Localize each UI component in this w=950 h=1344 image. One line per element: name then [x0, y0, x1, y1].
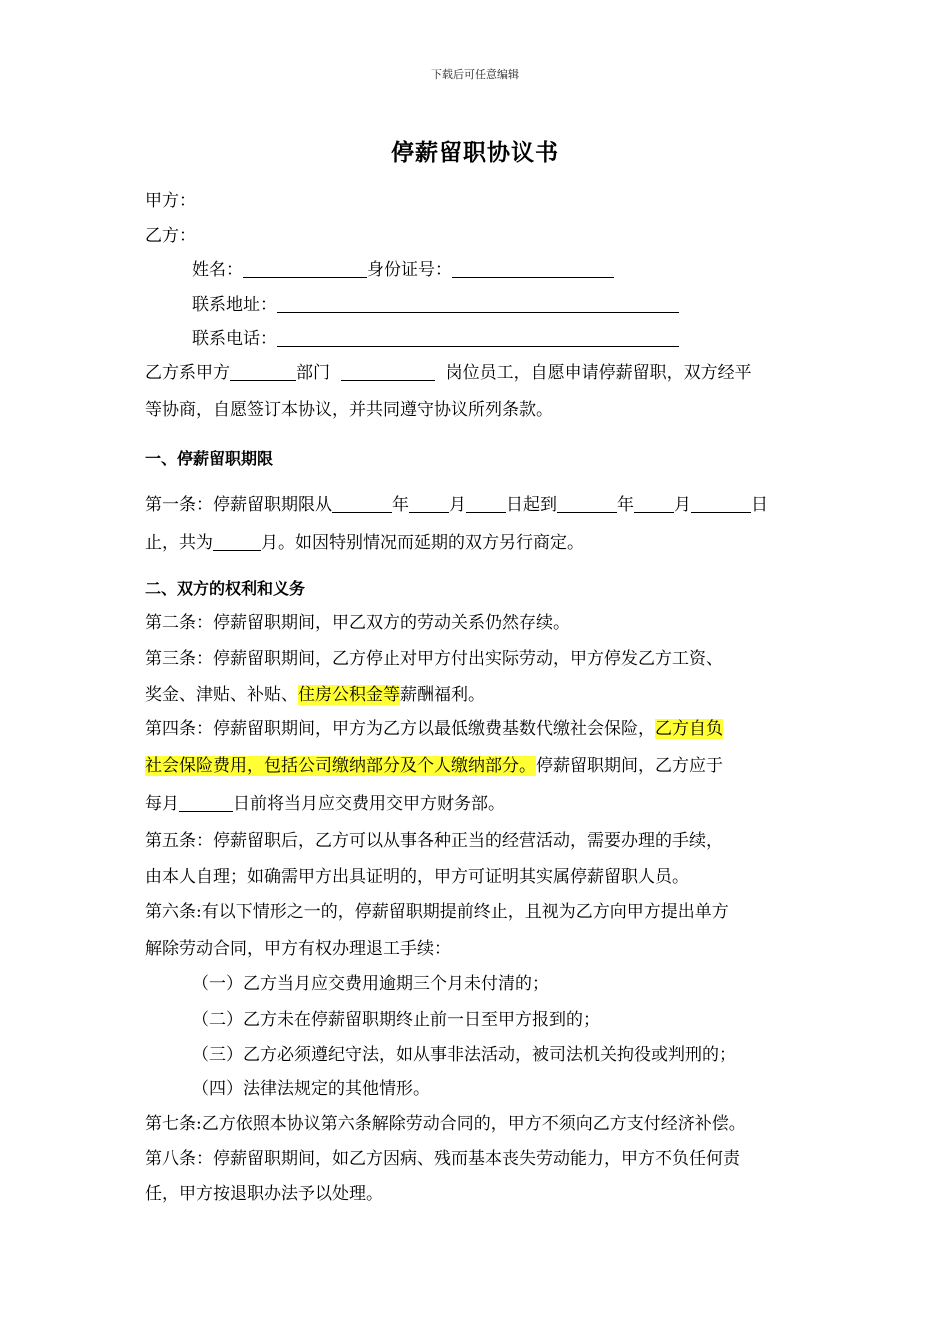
year-label: 年	[392, 495, 409, 515]
article-3-line-1: 第三条：停薪留职期间，乙方停止对甲方付出实际劳动，甲方停发乙方工资、	[145, 649, 723, 669]
id-number-blank[interactable]	[452, 260, 614, 278]
article-4-line-2	[145, 755, 723, 777]
section-2-heading: 二、双方的权利和义务	[145, 579, 306, 598]
intro-part-1: 乙方系甲方	[145, 363, 230, 383]
article-4-text-d: 日前将当月应交费用交甲方财务部。	[233, 794, 505, 814]
intro-part-2: 部门	[296, 363, 330, 383]
article-4-highlight-2: 社会保险费用，包括公司缴纳部分及个人缴纳部分。	[145, 756, 536, 776]
start-day-blank[interactable]	[466, 495, 506, 513]
article-3-text-a: 奖金、津贴、补贴、	[145, 685, 298, 705]
department-blank[interactable]	[230, 363, 296, 381]
article-1-text-b: 止，共为	[145, 533, 213, 553]
party-b-label: 乙方：	[145, 226, 196, 246]
payment-day-blank[interactable]	[179, 794, 233, 812]
article-6-item-3: （三）乙方必须遵纪守法，如从事非法活动，被司法机关拘役或判刑的；	[192, 1045, 736, 1065]
page-header: 下载后可任意编辑	[431, 68, 519, 81]
article-8-line-1: 第八条：停薪留职期间，如乙方因病、残而基本丧失劳动能力，甲方不负任何责	[145, 1149, 740, 1169]
article-4-highlight-1: 乙方自负	[655, 719, 723, 739]
address-row	[192, 294, 679, 316]
phone-label: 联系电话：	[192, 329, 277, 349]
address-blank[interactable]	[277, 295, 679, 313]
article-5-line-1: 第五条：停薪留职后，乙方可以从事各种正当的经营活动，需要办理的手续，	[145, 831, 723, 851]
article-7: 第七条:乙方依照本协议第六条解除劳动合同的，甲方不须向乙方支付经济补偿。	[145, 1114, 746, 1134]
phone-row	[192, 328, 679, 350]
start-year-blank[interactable]	[332, 495, 392, 513]
article-1-line-1	[145, 494, 768, 516]
party-a-label: 甲方：	[145, 191, 196, 211]
day-end-label: 日	[751, 495, 768, 515]
article-1-line-2	[145, 532, 584, 554]
name-label: 姓名：	[192, 260, 243, 280]
intro-part-3: 岗位员工，自愿申请停薪留职，双方经平	[445, 363, 752, 383]
document-title: 停薪留职协议书	[391, 139, 559, 166]
end-month-blank[interactable]	[634, 495, 674, 513]
article-1-text-a: 第一条：停薪留职期限从	[145, 495, 332, 515]
name-blank[interactable]	[243, 260, 367, 278]
article-6-line-2: 解除劳动合同，甲方有权办理退工手续：	[145, 939, 451, 959]
id-number-label: 身份证号：	[367, 260, 452, 280]
phone-blank[interactable]	[277, 329, 679, 347]
end-day-blank[interactable]	[691, 495, 751, 513]
article-4-line-3	[145, 793, 505, 815]
article-4-line-1	[145, 718, 723, 740]
article-6-item-2: （二）乙方未在停薪留职期终止前一日至甲方报到的；	[192, 1010, 600, 1030]
intro-line-2: 等协商，自愿签订本协议，并共同遵守协议所列条款。	[145, 400, 553, 420]
month-label: 月	[449, 495, 466, 515]
start-month-blank[interactable]	[409, 495, 449, 513]
end-year-blank[interactable]	[557, 495, 617, 513]
article-4-text-c: 每月	[145, 794, 179, 814]
article-4-text-b: 停薪留职期间，乙方应于	[536, 756, 723, 776]
article-2: 第二条：停薪留职期间，甲乙双方的劳动关系仍然存续。	[145, 613, 570, 633]
address-label: 联系地址：	[192, 295, 277, 315]
duration-months-blank[interactable]	[213, 533, 261, 551]
name-row	[192, 259, 614, 281]
article-6-item-1: （一）乙方当月应交费用逾期三个月未付清的；	[192, 974, 549, 994]
position-blank[interactable]	[341, 363, 435, 381]
article-3-line-2	[145, 684, 485, 706]
day-from-label: 日起到	[506, 495, 557, 515]
intro-line-1	[145, 362, 752, 384]
section-1-heading: 一、停薪留职期限	[145, 449, 274, 468]
article-4-text-a: 第四条：停薪留职期间，甲方为乙方以最低缴费基数代缴社会保险，	[145, 719, 655, 739]
article-3-highlight: 住房公积金等	[298, 685, 400, 705]
article-8-line-2: 任，甲方按退职办法予以处理。	[145, 1184, 383, 1204]
month-label-2: 月	[674, 495, 691, 515]
article-3-text-b: 薪酬福利。	[400, 685, 485, 705]
article-6-line-1: 第六条:有以下情形之一的，停薪留职期提前终止，且视为乙方向甲方提出单方	[145, 902, 729, 922]
article-6-item-4: （四）法律法规定的其他情形。	[192, 1079, 430, 1099]
article-1-text-c: 月。如因特别情况而延期的双方另行商定。	[261, 533, 584, 553]
article-5-line-2: 由本人自理；如确需甲方出具证明的，甲方可证明其实属停薪留职人员。	[145, 867, 689, 887]
year-label-2: 年	[617, 495, 634, 515]
